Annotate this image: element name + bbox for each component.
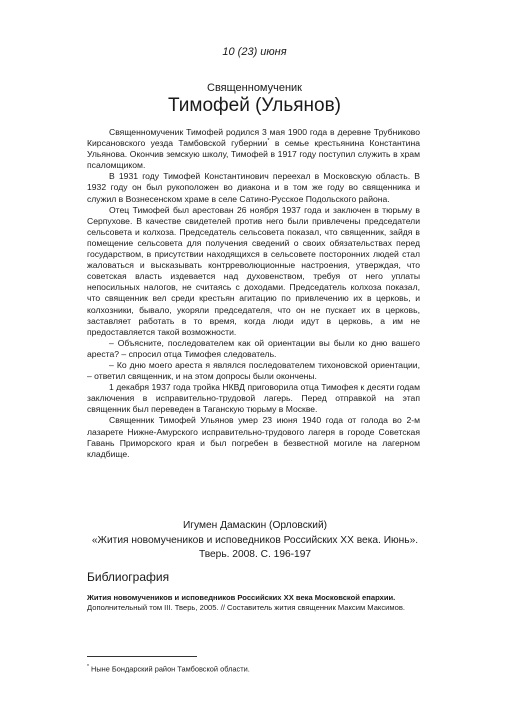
footnote-text: Ныне Бондарский район Тамбовской области. bbox=[88, 664, 250, 674]
saint-rank: Священномученик bbox=[207, 82, 302, 94]
paragraph-5: – Ко дню моего ареста я являлся последователем тихоновской ориентации, – ответил священник, и на этом допросы были окончены. bbox=[87, 359, 420, 382]
paragraph-1-a: Священномученик Тимофей родился 3 мая 1900 года в деревне Трубниково Кирсановского уезда Тамбовской губернии bbox=[87, 127, 420, 149]
bibliography-details: Дополнительный том III. Тверь, 2005. // Составитель жития священник Максим Максимов. bbox=[87, 603, 405, 613]
paragraph-6: 1 декабря 1937 года тройка НКВД приговорила отца Тимофея к десяти годам заключения в исправительно-трудовой лагерь. Перед отправкой на этап священник был переведен в Таганскую тюрьму в Москве. bbox=[87, 382, 420, 415]
paragraph-1-b: в семье крестьянина Константина Ульянова. Окончив земскую школу, Тимофей в 1917 году поступил служить в храм псаломщиком. bbox=[87, 138, 420, 171]
footnote bbox=[87, 664, 250, 673]
source-work: «Жития новомучеников и исповедников Российских XX века. Июнь». bbox=[91, 534, 419, 546]
paragraph-3: Отец Тимофей был арестован 26 ноября 1937 года и заключен в тюрьму в Серпухове. В качестве свидетелей против него были привлечены председатели сельсовета и колхоза. Председатель сельсовета показал, что священник, зайдя в помещение сельсовета для получения сведений о своих обязательствах перед государством, в присутствии находящихся в сельсовете посторонних людей стал жаловаться и высказывать контрреволюционные настроения, утверждая, что советская власть издевается над духовенством, требуя от него уплаты непосильных налогов, не считаясь с доходами. Председатель колхоза показал, что священник вел среди крестьян агитацию по привлечению их в церковь, и колхозники, бывало, укоряли председателя, что он не пускает их в церковь, заставляет работать в то время, когда люди идут в церковь, а им не предоставляется такой возможности. bbox=[87, 204, 420, 337]
paragraph-2: В 1931 году Тимофей Константинович переехал в Московскую область. В 1932 году он был рукоположен во диакона и в том же году во священника и служил в Вознесенском храме в селе Сатино-Русское Подольского района. bbox=[87, 171, 420, 204]
life-text bbox=[87, 127, 420, 460]
paragraph-7: Священник Тимофей Ульянов умер 23 июня 1940 года от голода во 2-м лазарете Нижне-Амурского исправительно-трудового лагеря в городе Советская Гавань Приморского края и был погребен в безвестной могиле на лагерном кладбище. bbox=[87, 415, 420, 459]
source-publication: Тверь. 2008. С. 196-197 bbox=[198, 549, 312, 560]
bibliography-title: Жития новомучеников и исповедников Российских XX века Московской епархии. bbox=[87, 593, 396, 602]
source-citation bbox=[60, 519, 450, 563]
feast-date: 10 (23) июня bbox=[222, 46, 287, 58]
bibliography-heading: Библиография bbox=[87, 570, 170, 584]
paragraph-1 bbox=[87, 127, 420, 171]
saint-name: Тимофей (Ульянов) bbox=[168, 95, 341, 116]
footnote-reference[interactable]: * bbox=[267, 138, 270, 145]
bibliography-entry bbox=[87, 593, 420, 614]
paragraph-4: – Объясните, последователем как ой ориентации вы были ко дню вашего ареста? – спросил отца Тимофея следователь. bbox=[87, 337, 420, 359]
footnote-mark: * bbox=[87, 664, 89, 670]
footnote-divider bbox=[87, 656, 197, 657]
source-author: Игумен Дамаскин (Орловский) bbox=[182, 520, 328, 531]
